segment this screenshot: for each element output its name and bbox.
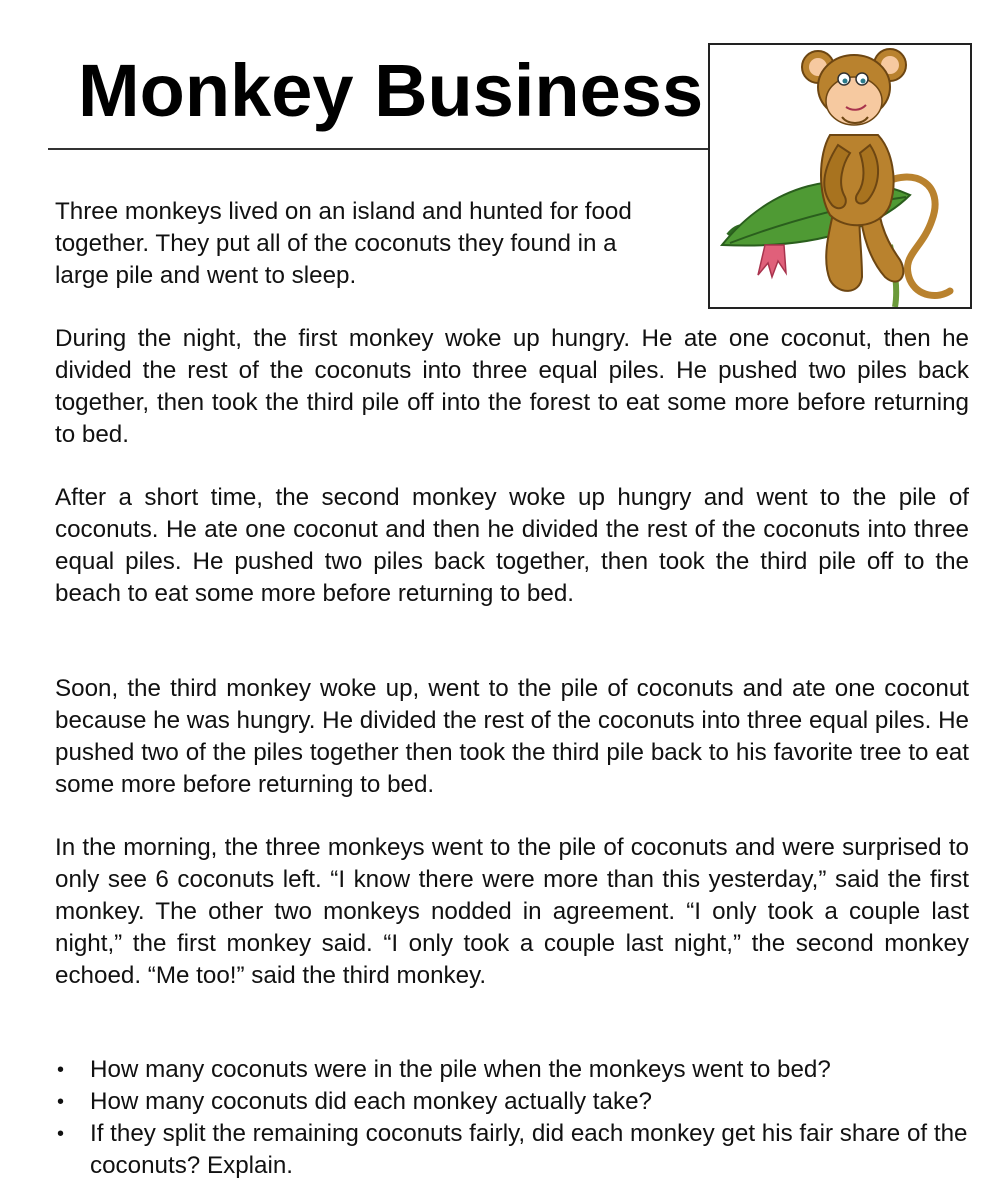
bullet-icon: • [57,1059,65,1081]
question-item [55,1054,969,1086]
question-item [55,1118,969,1182]
story-paragraph-4: Soon, the third monkey woke up, went to the pile of coconuts and ate one coconut because he was hungry. He divided the rest of the coconuts into three equal piles. He pushed two of the piles together then took the third pile back to his favorite tree to eat some more before returning to bed. [55,675,969,798]
question-item [55,1086,969,1118]
story-paragraph-3: After a short time, the second monkey woke up hungry and went to the pile of coconuts. He ate one coconut and then he divided the rest of the coconuts into three equal piles. He pushed two piles back together, then took the third pile off to the beach to eat some more before returning to bed. [55,484,969,607]
bullet-icon: • [57,1091,65,1113]
monkey-on-leaf-icon [710,45,970,307]
question-text: How many coconuts were in the pile when the monkeys went to bed? [90,1056,831,1083]
story-paragraph-5: In the morning, the three monkeys went to the pile of coconuts and were surprised to only see 6 coconuts left. “I know there were more than this yesterday,” said the first monkey. The other two monkeys nodded in agreement. “I only took a couple last night,” the first monkey said. “I only took a couple last night,” the second monkey echoed. “Me too!” said the third monkey. [55,834,969,989]
story-paragraph-1: Three monkeys lived on an island and hunted for food together. They put all of the coconuts they found in a large pile and went to sleep. [55,198,632,289]
story-paragraph-2: During the night, the first monkey woke up hungry. He ate one coconut, then he divided the rest of the coconuts into three equal piles. He pushed two piles back together, then took the third pile off into the forest to eat some more before returning to bed. [55,325,969,448]
title-divider [48,148,710,150]
monkey-illustration [708,43,972,309]
page-title: Monkey Business [78,49,704,132]
bullet-icon: • [57,1123,65,1145]
question-text: If they split the remaining coconuts fairly, did each monkey get his fair share of the coconuts? Explain. [90,1120,968,1179]
question-list [55,1054,969,1182]
question-text: How many coconuts did each monkey actually take? [90,1088,652,1115]
